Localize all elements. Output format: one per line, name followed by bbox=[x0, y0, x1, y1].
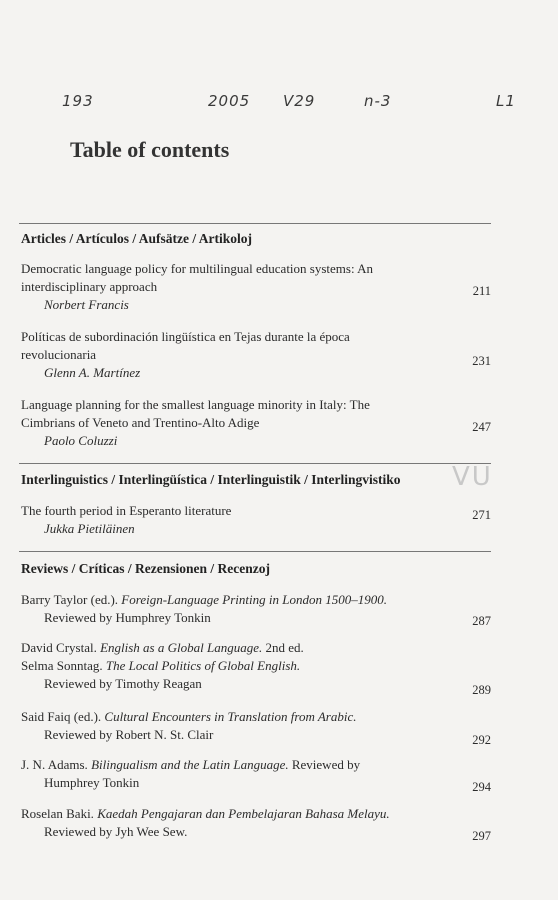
entry-title-line: The fourth period in Esperanto literature bbox=[21, 503, 232, 518]
handwritten-note: 2005 bbox=[208, 92, 251, 110]
review-edition: 2nd ed. bbox=[262, 640, 304, 655]
divider bbox=[19, 223, 491, 224]
entry-title-line: interdisciplinary approach bbox=[21, 279, 158, 294]
section-heading-reviews: Reviews / Críticas / Rezensionen / Recenzoj bbox=[21, 561, 270, 576]
entry-author: Jukka Pietiläinen bbox=[44, 521, 135, 536]
review-author: Barry Taylor (ed.). bbox=[21, 592, 122, 607]
section-heading-articles: Articles / Artículos / Aufsätze / Artikoloj bbox=[21, 231, 252, 246]
reviewer: Humphrey Tonkin bbox=[44, 775, 140, 790]
entry-page-number: 297 bbox=[472, 829, 491, 843]
entry-author: Norbert Francis bbox=[44, 297, 129, 312]
divider bbox=[19, 551, 491, 552]
divider bbox=[19, 463, 491, 464]
handwritten-note: 193 bbox=[62, 92, 94, 110]
reviewer: Reviewed by Jyh Wee Sew. bbox=[44, 824, 188, 839]
entry-page-number: 247 bbox=[472, 420, 491, 434]
entry-title-line: Democratic language policy for multilingual education systems: An bbox=[21, 261, 373, 276]
entry-page-number: 287 bbox=[472, 614, 491, 628]
entry-page-number: 231 bbox=[472, 354, 491, 368]
toc-entry[interactable] bbox=[21, 502, 491, 538]
entry-title-line: Language planning for the smallest language minority in Italy: The bbox=[21, 397, 370, 412]
entry-page-number: 292 bbox=[472, 733, 491, 747]
review-author: David Crystal. bbox=[21, 640, 101, 655]
review-book-title: Foreign-Language Printing in London 1500–1900. bbox=[121, 592, 387, 607]
handwritten-note: L1 bbox=[496, 92, 516, 110]
toc-entry[interactable] bbox=[21, 396, 491, 450]
reviewer: Reviewed by Humphrey Tonkin bbox=[44, 610, 211, 625]
entry-title-line: revolucionaria bbox=[21, 347, 97, 362]
entry-page-number: 211 bbox=[472, 284, 491, 298]
section-heading-interlinguistics: Interlinguistics / Interlingüística / Interlinguistik / Interlingvistiko bbox=[21, 472, 401, 487]
review-entry[interactable] bbox=[21, 639, 491, 697]
entry-author: Glenn A. Martínez bbox=[44, 365, 141, 380]
review-book-title: Kaedah Pengajaran dan Pembelajaran Bahasa Melayu. bbox=[97, 806, 390, 821]
review-book-title: Bilingualism and the Latin Language. bbox=[91, 757, 289, 772]
review-author: J. N. Adams. bbox=[21, 757, 92, 772]
entry-page-number: 289 bbox=[472, 683, 491, 697]
reviewer: Reviewed by Robert N. St. Clair bbox=[44, 727, 214, 742]
toc-entry[interactable] bbox=[21, 260, 491, 314]
review-entry[interactable] bbox=[21, 591, 491, 627]
review-author: Said Faiq (ed.). bbox=[21, 709, 105, 724]
review-book-title: Cultural Encounters in Translation from Arabic. bbox=[104, 709, 357, 724]
review-entry[interactable] bbox=[21, 805, 491, 841]
entry-title-line: Cimbrians of Veneto and Trentino-Alto Adige bbox=[21, 415, 260, 430]
review-book-title: English as a Global Language. bbox=[100, 640, 263, 655]
review-book-title: The Local Politics of Global English. bbox=[105, 658, 301, 673]
review-author: Roselan Baki. bbox=[21, 806, 98, 821]
reviewer: Reviewed by Timothy Reagan bbox=[44, 676, 202, 691]
page-title: Table of contents bbox=[70, 137, 230, 162]
review-text: Reviewed by bbox=[288, 757, 361, 772]
review-entry[interactable] bbox=[21, 708, 491, 747]
entry-author: Paolo Coluzzi bbox=[44, 433, 118, 448]
toc-entry[interactable] bbox=[21, 328, 491, 382]
review-author: Selma Sonntag. bbox=[21, 658, 106, 673]
review-entry[interactable] bbox=[21, 756, 491, 792]
handwritten-note: n-3 bbox=[364, 92, 392, 110]
library-stamp: VU bbox=[452, 462, 493, 492]
entry-page-number: 271 bbox=[472, 508, 491, 522]
entry-title-line: Políticas de subordinación lingüística en Tejas durante la época bbox=[21, 329, 350, 344]
entry-page-number: 294 bbox=[472, 780, 491, 794]
handwritten-note: V29 bbox=[283, 92, 316, 110]
